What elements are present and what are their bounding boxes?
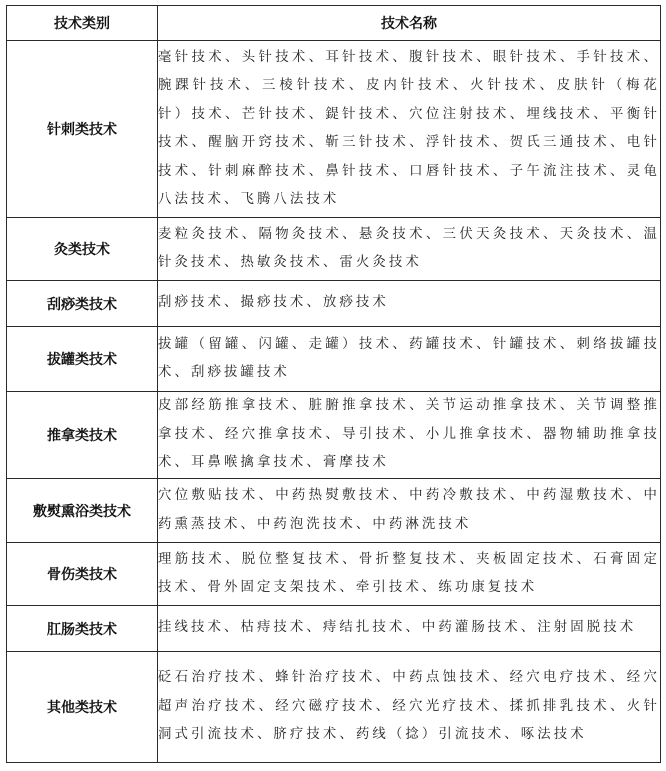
- technique-table: [6, 5, 661, 763]
- category-cell: 敷熨熏浴类技术: [7, 479, 158, 543]
- category-cell: 刮痧类技术: [7, 281, 158, 327]
- category-cell: 肛肠类技术: [7, 606, 158, 652]
- header-technique-names: 技术名称: [158, 6, 661, 41]
- category-cell: 灸类技术: [7, 218, 158, 281]
- table-row: [7, 392, 661, 479]
- technique-names-cell: 麦粒灸技术、隔物灸技术、悬灸技术、三伏天灸技术、天灸技术、温针灸技术、热敏灸技术、雷火灸技术: [158, 218, 661, 281]
- table-row: [7, 606, 661, 652]
- technique-names-cell: 穴位敷贴技术、中药热熨敷技术、中药冷敷技术、中药湿敷技术、中药熏蒸技术、中药泡洗技术、中药淋洗技术: [158, 479, 661, 543]
- category-cell: 推拿类技术: [7, 392, 158, 479]
- technique-names-cell: 皮部经筋推拿技术、脏腑推拿技术、关节运动推拿技术、关节调整推拿技术、经穴推拿技术、导引技术、小儿推拿技术、器物辅助推拿技术、耳鼻喉擒拿技术、膏摩技术: [158, 392, 661, 479]
- category-cell: 针刺类技术: [7, 41, 158, 218]
- table-row: [7, 652, 661, 763]
- category-cell: 骨伤类技术: [7, 543, 158, 606]
- table-row: [7, 327, 661, 392]
- technique-names-cell: 砭石治疗技术、蜂针治疗技术、中药点蚀技术、经穴电疗技术、经穴超声治疗技术、经穴磁疗技术、经穴光疗技术、揉抓排乳技术、火针洞式引流技术、脐疗技术、药线（捻）引流技术、啄法技术: [158, 652, 661, 763]
- header-category: 技术类别: [7, 6, 158, 41]
- technique-names-cell: 毫针技术、头针技术、耳针技术、腹针技术、眼针技术、手针技术、腕踝针技术、三棱针技术、皮内针技术、火针技术、皮肤针（梅花针）技术、芒针技术、鍉针技术、穴位注射技术、埋线技术、平衡针技术、醒脑开窍技术、靳三针技术、浮针技术、贺氏三通技术、电针技术、针刺麻醉技术、鼻针技术、口唇针技术、子午流注技术、灵龟八法技术、飞腾八法技术: [158, 41, 661, 218]
- category-cell: 其他类技术: [7, 652, 158, 763]
- table-row: [7, 543, 661, 606]
- category-cell: 拔罐类技术: [7, 327, 158, 392]
- technique-names-cell: 拔罐（留罐、闪罐、走罐）技术、药罐技术、针罐技术、刺络拔罐技术、刮痧拔罐技术: [158, 327, 661, 392]
- table-row: [7, 281, 661, 327]
- table-row: [7, 218, 661, 281]
- table-row: [7, 41, 661, 218]
- technique-names-cell: 刮痧技术、撮痧技术、放痧技术: [158, 281, 661, 327]
- technique-names-cell: 挂线技术、枯痔技术、痔结扎技术、中药灌肠技术、注射固脱技术: [158, 606, 661, 652]
- technique-names-cell: 理筋技术、脱位整复技术、骨折整复技术、夹板固定技术、石膏固定技术、骨外固定支架技术、牵引技术、练功康复技术: [158, 543, 661, 606]
- table-row: [7, 479, 661, 543]
- table-header-row: [7, 6, 661, 41]
